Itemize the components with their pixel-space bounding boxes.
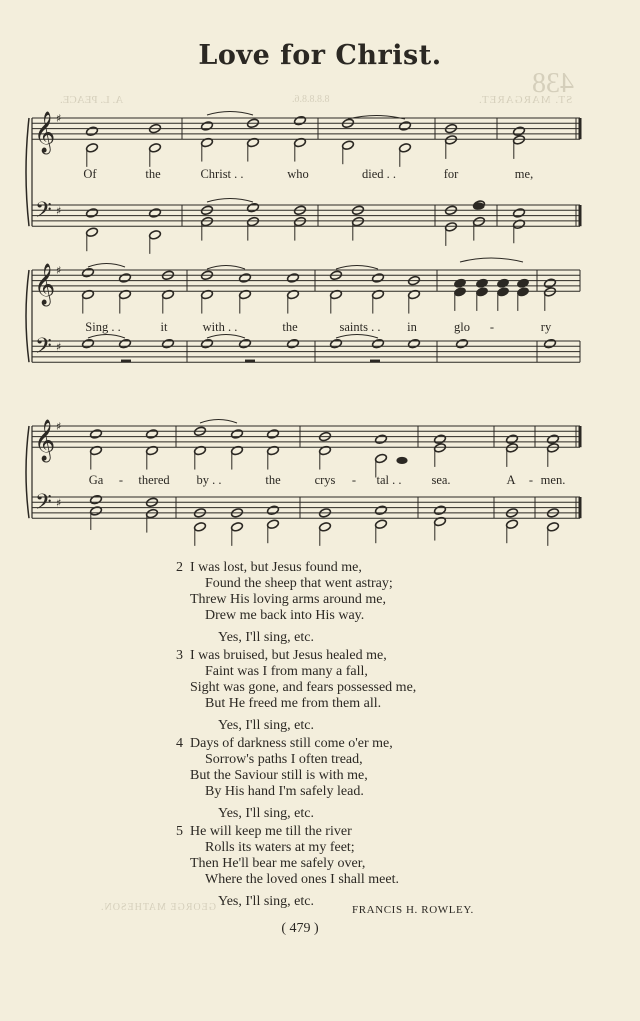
note-head [375, 453, 388, 464]
refrain-line: Yes, I'll sing, etc. [218, 630, 314, 645]
verse-4 [176, 736, 393, 822]
note-head [149, 208, 162, 219]
verse-line: 4 Days of darkness still come o'er me, [176, 736, 393, 751]
verse-5 [176, 824, 399, 910]
note-head [517, 287, 530, 298]
note-head [513, 135, 526, 146]
note-head [330, 338, 343, 349]
lyric-syllable: tal . . [376, 473, 402, 487]
note-head [294, 216, 307, 227]
note-head [267, 519, 280, 530]
treble-clef-icon: 𝄞 [34, 420, 56, 462]
verse-line: Faint was I from many a fall, [205, 664, 368, 679]
verse-line: Sorrow's paths I often tread, [205, 752, 363, 767]
lyric-syllable: glo [454, 320, 470, 334]
note-head [544, 338, 557, 349]
slur [207, 112, 253, 116]
note-head [544, 287, 557, 298]
note-head [408, 338, 421, 349]
note-head [476, 278, 489, 289]
lyric-syllable: ry [540, 320, 552, 334]
note-head [287, 338, 300, 349]
note-head [506, 519, 519, 530]
note-head [146, 508, 159, 519]
lyric-syllable: thered [138, 473, 170, 487]
note-head [149, 230, 162, 241]
lyric-syllable: Sing . . [85, 320, 121, 334]
note-head [434, 443, 447, 454]
ghost-author: GEORGE MATHESON. [100, 902, 216, 913]
note-head [247, 202, 260, 213]
note-head [90, 494, 103, 505]
brace [26, 270, 29, 362]
verse-2 [176, 560, 393, 646]
slur [207, 199, 253, 203]
verse-line: Drew me back into His way. [205, 608, 365, 623]
lyric-syllable: sea. [431, 473, 451, 487]
note-head [497, 287, 510, 298]
note-head [194, 522, 207, 533]
refrain-line: Yes, I'll sing, etc. [218, 894, 314, 909]
sharp-icon: ♯ [56, 420, 62, 433]
note-head [201, 338, 214, 349]
note-head [434, 505, 447, 516]
slur [200, 420, 237, 424]
treble-clef-icon: 𝄞 [34, 264, 56, 306]
lyric-syllable: Ga [88, 473, 104, 487]
treble-clef-icon: 𝄞 [34, 112, 56, 154]
note-head [547, 443, 560, 454]
lyric-syllable: A [506, 473, 516, 487]
note-head [86, 126, 99, 137]
half-rest-icon [370, 360, 380, 363]
note-head [86, 143, 99, 154]
note-head [201, 216, 214, 227]
verse-line: Where the loved ones I shall meet. [205, 872, 399, 887]
slur [336, 266, 378, 270]
sharp-icon: ♯ [56, 340, 62, 354]
verse-line: 5 He will keep me till the river [176, 824, 352, 839]
note-head [517, 278, 530, 289]
note-head [372, 338, 385, 349]
note-head [454, 278, 467, 289]
slur [336, 335, 378, 339]
note-head [231, 429, 244, 440]
note-head [319, 522, 332, 533]
ghost-tune-name: ST. MARGARET. [478, 94, 573, 106]
note-head [82, 338, 95, 349]
note-head [119, 338, 132, 349]
slur [88, 335, 125, 339]
lyric-syllable: it [160, 320, 168, 334]
ghost-composer: A. L. PEACE. [60, 94, 124, 106]
brace [26, 426, 29, 518]
lyric-syllable: who [287, 167, 309, 181]
hymn-title: Love for Christ. [198, 40, 442, 71]
brace [26, 118, 29, 226]
lyric-syllable: died . . [361, 167, 397, 181]
lyric-syllable: in [407, 320, 417, 334]
note-head [267, 505, 280, 516]
slur [207, 335, 245, 339]
sharp-icon: ♯ [56, 496, 62, 510]
note-head [231, 522, 244, 533]
verse-line: Then He'll bear me safely over, [190, 856, 366, 871]
note-head [513, 208, 526, 219]
note-head [146, 429, 159, 440]
verse-line: But He freed me from them all. [205, 696, 382, 711]
page-number: ( 479 ) [281, 921, 319, 936]
note-head [162, 338, 175, 349]
lyric-syllable: saints . . [339, 320, 381, 334]
note-head [119, 273, 132, 284]
note-head [82, 267, 95, 278]
lyric-syllable: the [265, 473, 281, 487]
refrain-line: Yes, I'll sing, etc. [218, 806, 314, 821]
lyric-syllable: by . . [196, 473, 222, 487]
verse-line: Sight was gone, and fears possessed me, [190, 680, 417, 695]
note-head [456, 338, 469, 349]
note-head [375, 519, 388, 530]
note-head [396, 457, 407, 464]
refrain-line: Yes, I'll sing, etc. [218, 718, 314, 733]
verse-line: 3 I was bruised, but Jesus healed me, [176, 648, 387, 663]
note-head [201, 121, 214, 132]
note-head [86, 208, 99, 219]
sharp-icon: ♯ [56, 204, 62, 218]
lyric-syllable: - [118, 473, 124, 487]
lyric-syllable: the [145, 167, 161, 181]
slur [460, 258, 523, 262]
note-head [497, 278, 510, 289]
verse-number: 5 [176, 824, 183, 839]
ghost-hymn-number: 438 [532, 68, 574, 99]
slur [88, 264, 125, 268]
note-head [547, 434, 560, 445]
note-head [547, 522, 560, 533]
lyric-syllable: me, [514, 167, 534, 181]
note-head [445, 222, 458, 233]
note-head [372, 273, 385, 284]
verse-line: But the Saviour still is with me, [190, 768, 368, 783]
note-head [375, 434, 388, 445]
verse-line: Found the sheep that went astray; [205, 576, 393, 591]
lyric-syllable: - [528, 473, 534, 487]
verse-line: 2 I was lost, but Jesus found me, [176, 560, 362, 575]
sharp-icon: ♯ [56, 264, 62, 277]
half-rest-icon [245, 360, 255, 363]
lyric-syllable: men. [540, 473, 566, 487]
author-credit: FRANCIS H. ROWLEY. [352, 904, 474, 916]
note-head [506, 434, 519, 445]
note-head [399, 121, 412, 132]
bass-clef-icon: 𝄢 [35, 489, 52, 520]
lyric-syllable: for [443, 167, 459, 181]
half-rest-icon [121, 360, 131, 363]
lyric-syllable: crys [314, 473, 336, 487]
lyric-syllable: the [282, 320, 298, 334]
lyric-syllable: with . . [202, 320, 238, 334]
note-head [544, 278, 557, 289]
lyric-syllable: - [351, 473, 357, 487]
verse-line: Threw His loving arms around me, [190, 592, 386, 607]
bass-clef-icon: 𝄢 [35, 197, 52, 228]
note-head [239, 273, 252, 284]
note-head [506, 443, 519, 454]
lyric-syllable: Of [83, 167, 97, 181]
verse-number: 4 [176, 736, 183, 751]
note-head [473, 216, 486, 227]
bass-clef-icon: 𝄢 [35, 333, 52, 364]
note-head [149, 143, 162, 154]
lyric-syllable: Christ . . [200, 167, 244, 181]
note-head [342, 140, 355, 151]
verse-line: By His hand I'm safely lead. [205, 784, 364, 799]
note-head [434, 434, 447, 445]
ghost-meter: 8.8.8.8.6. [292, 94, 330, 105]
verse-number: 3 [176, 648, 183, 663]
note-head [513, 126, 526, 137]
note-head [294, 115, 307, 126]
note-head [287, 273, 300, 284]
slur [207, 266, 245, 270]
note-head [86, 227, 99, 238]
verse-3 [176, 648, 416, 734]
note-head [239, 338, 252, 349]
verse-line: Rolls its waters at my feet; [205, 840, 355, 855]
note-head [454, 287, 467, 298]
note-head [267, 429, 280, 440]
note-head [247, 216, 260, 227]
note-head [375, 505, 388, 516]
verse-number: 2 [176, 560, 183, 575]
note-head [473, 202, 484, 209]
sharp-icon: ♯ [56, 112, 62, 125]
note-head [399, 143, 412, 154]
note-head [476, 287, 489, 298]
note-head [90, 429, 103, 440]
note-head [352, 216, 365, 227]
note-head [445, 135, 458, 146]
lyric-syllable: - [489, 320, 495, 334]
